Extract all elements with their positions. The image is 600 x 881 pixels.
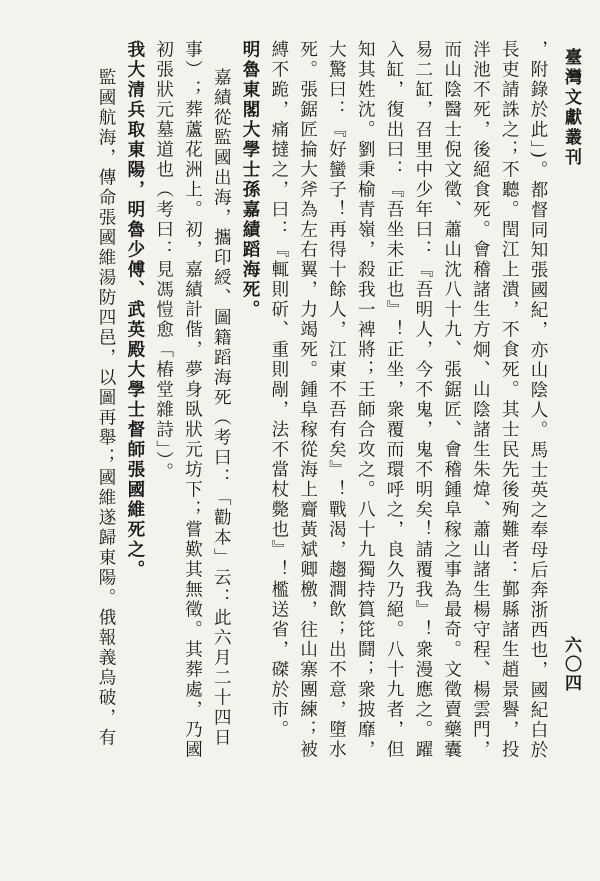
text-column xyxy=(350,40,379,840)
text-column xyxy=(120,40,149,840)
body-text xyxy=(20,40,552,840)
text-column xyxy=(379,40,408,840)
text-segment: 易二缸，召里中少年曰：『吾明人，今不鬼，鬼不明矣！請覆我』！衆漫應之。躍 xyxy=(412,40,433,760)
text-column xyxy=(206,40,235,840)
section-heading: 明魯東閣大學士孫嘉績蹈海死。 xyxy=(240,40,261,320)
text-column xyxy=(322,40,351,840)
text-segment: 而山陰醫士倪文徵、蕭山沈八十九、張鋸匠、會稽鍾阜稼之事為最奇。文徵賣藥囊 xyxy=(441,40,462,760)
text-column xyxy=(149,40,178,840)
text-segment: 泮池不死，後絕食死。會稽諸生方炯、山陰諸生朱煒、蕭山諸生楊守程、楊雲門， xyxy=(470,40,491,760)
text-column xyxy=(235,40,264,840)
text-segment: 知其姓沈。劉秉榆青嶺，殺我一裨將；王師合攻之。八十九獨持篔笓鬪；衆披靡， xyxy=(355,40,376,760)
text-segment: 死。張鋸匠掄大斧為左右翼，力竭死。鍾阜稼從海上齎黃斌卿檄，往山寨團練；被 xyxy=(297,40,318,760)
text-segment: 事）；葬蘆花洲上。初，嘉績計偕，夢身臥狀元坊下；嘗歎其無徵。其葬處，乃國 xyxy=(182,40,203,760)
text-column xyxy=(408,40,437,840)
text-column xyxy=(523,40,552,840)
text-segment: 長吏請誅之；不聽。閏江上潰，不食死。其士民先後殉難者：鄞縣諸生趙景譽，投 xyxy=(499,40,520,760)
page-number: 六〇四 xyxy=(561,636,581,693)
text-segment: 入缸，復出曰：『吾坐未正也』！正坐，衆覆而環呼之，良久乃絕。八十九者，但 xyxy=(384,40,405,760)
text-segment: 嘉績從監國出海，攜印綬、圖籍蹈海死（考曰：「勸本」云：此六月二十四日 xyxy=(211,68,232,748)
text-segment: 縛不跪，痛撻之，曰：『輒則斫、重則剮，法不當杖斃也』！檻送省，磔於市。 xyxy=(268,40,289,740)
text-segment: ，附錄於此」)。都督同知張國紀，亦山陰人。馬士英之奉母后奔浙西也，國紀白於 xyxy=(528,40,548,761)
text-column xyxy=(466,40,495,840)
text-column xyxy=(178,40,207,840)
text-segment: 監國航海，傳命張國維湯防四邑，以圖再舉；國維遂歸東陽。俄報義烏破，有 xyxy=(96,68,117,748)
text-column xyxy=(494,40,523,840)
text-segment: 大驚曰：『好蠻子！再得十餘人，江東不吾有矣』！戰渴，趨澗飲；出不意，墮水 xyxy=(326,40,347,760)
running-head-title: 臺灣文獻叢刊 xyxy=(561,48,581,168)
section-heading: 我大清兵取東陽，明魯少傅、武英殿大學士督師張國維死之。 xyxy=(124,40,145,580)
text-column xyxy=(437,40,466,840)
text-column xyxy=(91,40,120,840)
text-column xyxy=(264,40,293,840)
text-segment: 初張狀元墓道也（考曰：見馮愷愈「樁堂雜詩」）。 xyxy=(153,40,174,483)
text-column xyxy=(293,40,322,840)
